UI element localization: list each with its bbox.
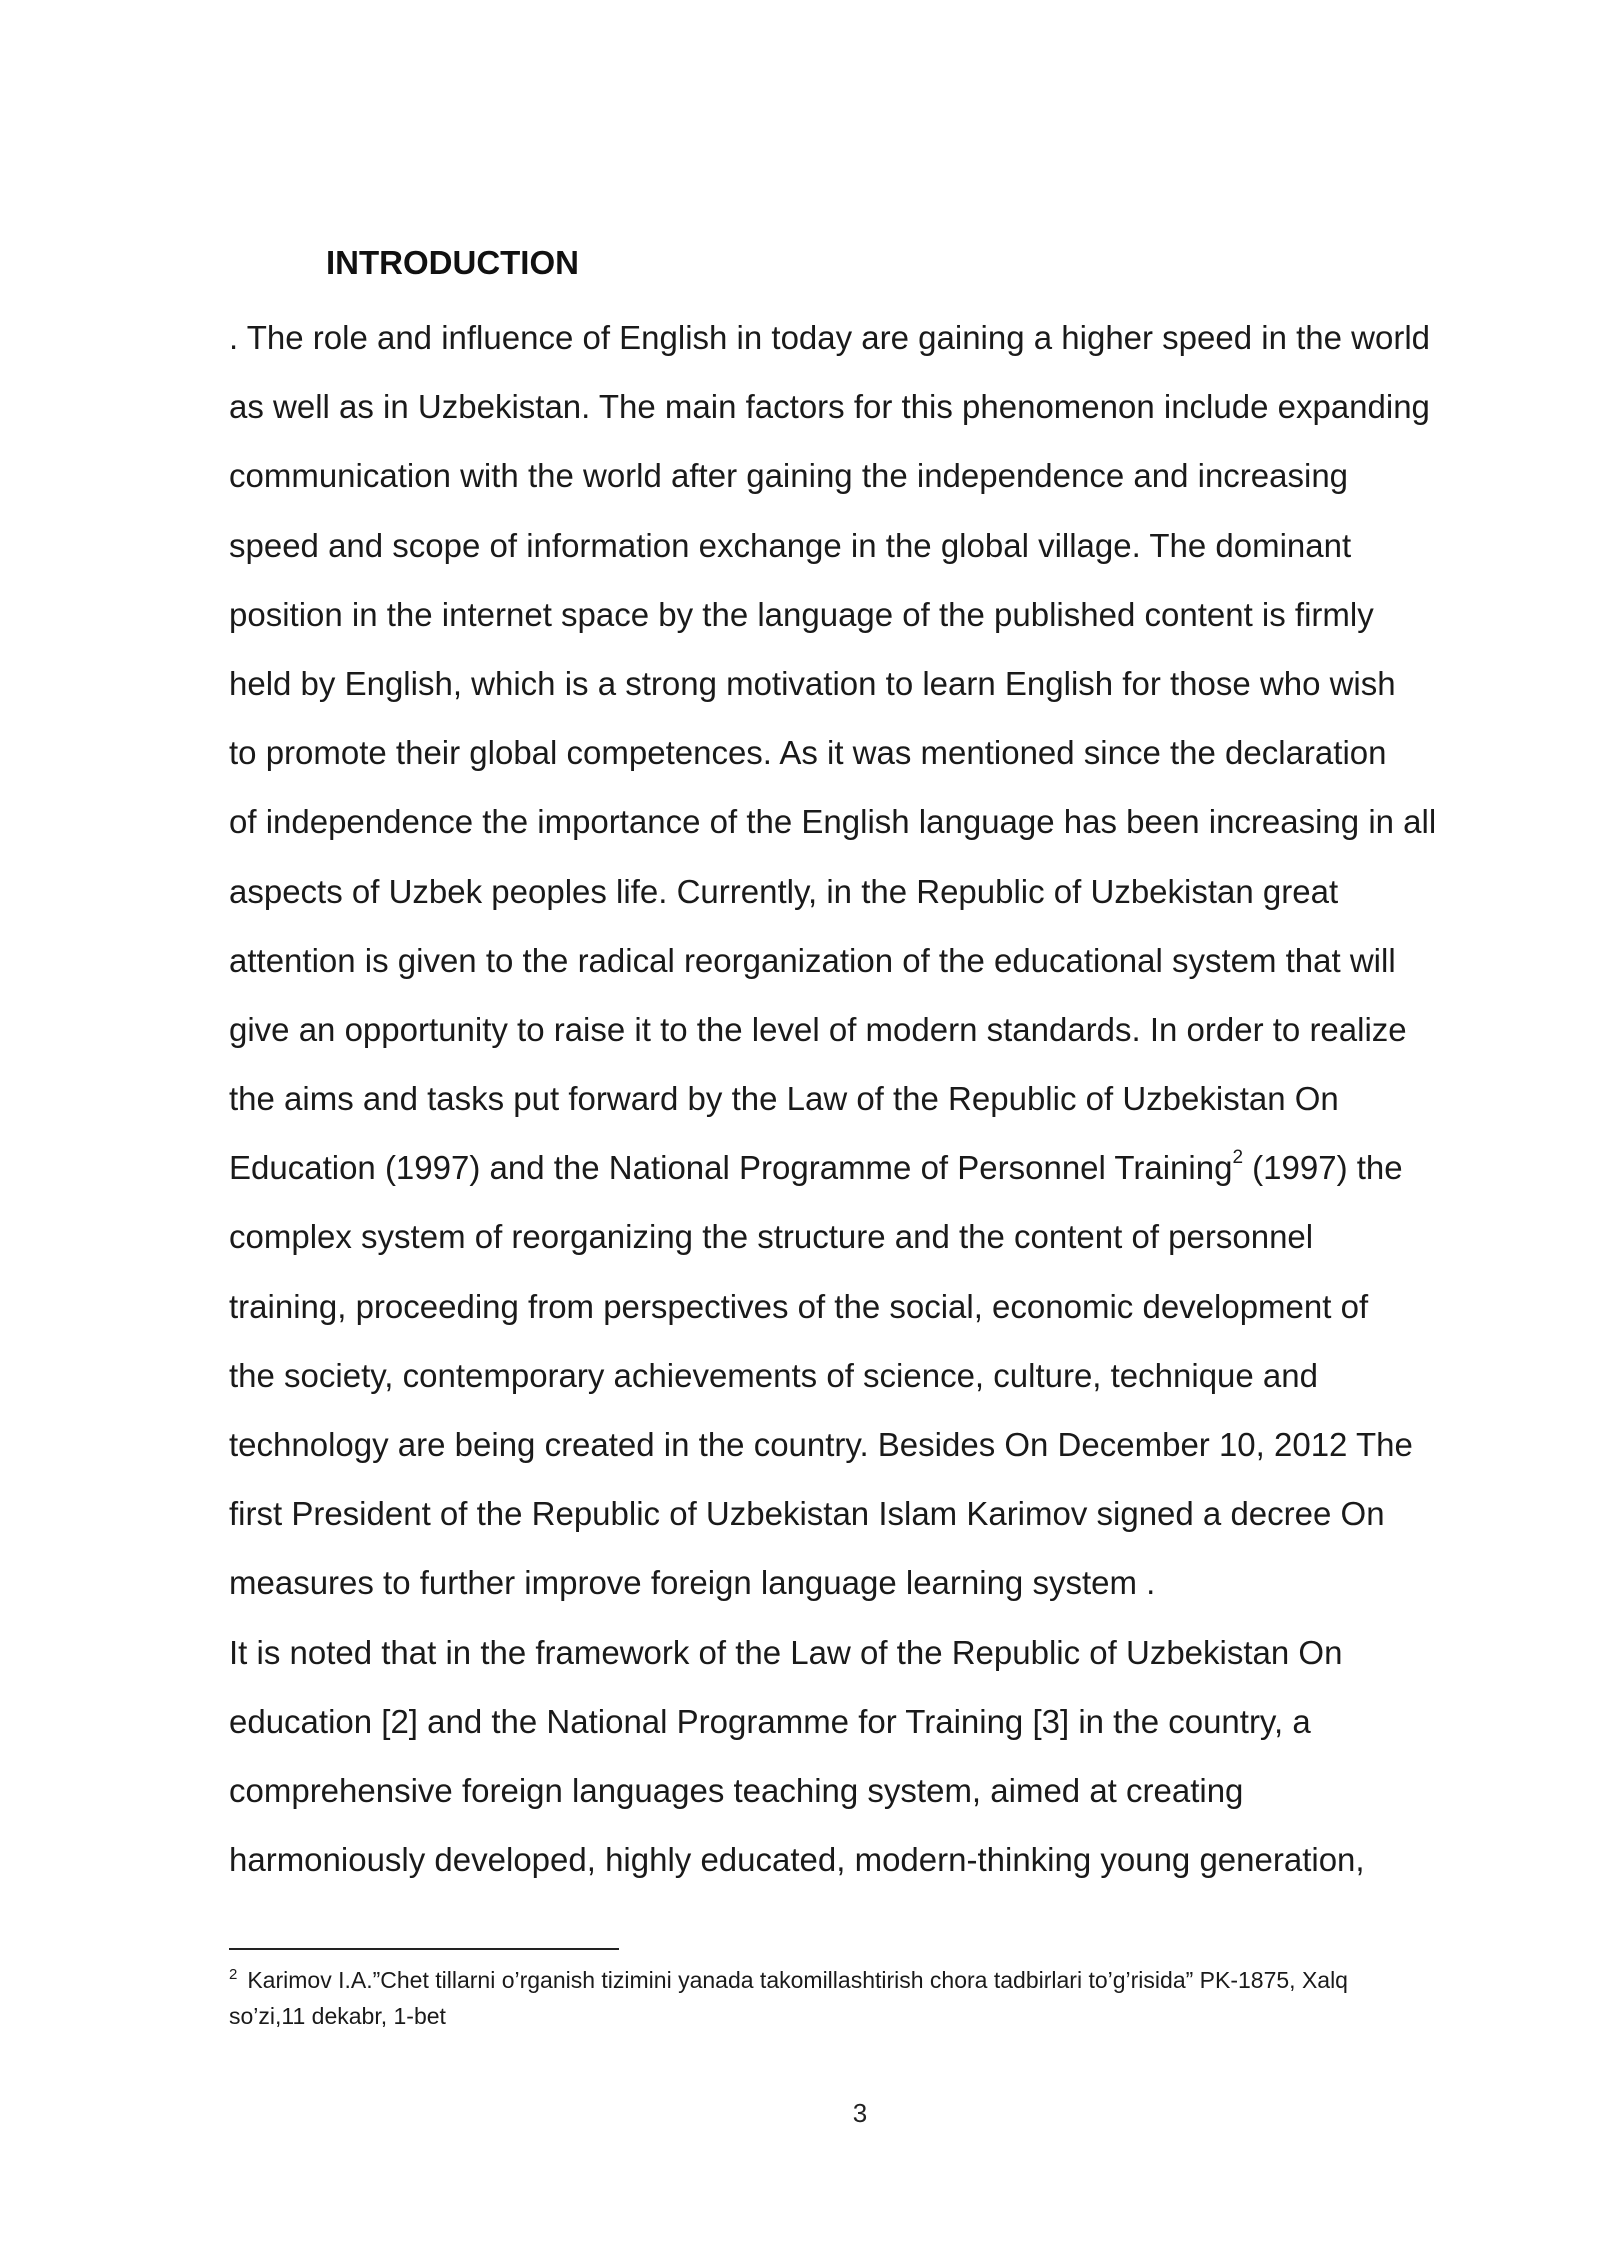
text-line: communication with the world after gaining the independence and increasing	[229, 457, 1349, 495]
text-line: It is noted that in the framework of the Law of the Republic of Uzbekistan On	[229, 1633, 1343, 1671]
text-line: harmoniously developed, highly educated, modern-thinking young generation,	[229, 1841, 1365, 1879]
text-line: first President of the Republic of Uzbekistan Islam Karimov signed a decree On	[229, 1495, 1385, 1533]
text-line: technology are being created in the country. Besides On December 10, 2012 The	[229, 1426, 1413, 1463]
text-line: . The role and influence of English in today are gaining a higher speed in the world	[229, 319, 1431, 356]
body-paragraph	[229, 303, 1499, 1894]
text-segment: Education (1997) and the National Programme of Personnel Training	[229, 1149, 1233, 1187]
text-segment: (1997) the	[1243, 1149, 1403, 1187]
text-line: measures to further improve foreign language learning system .	[229, 1564, 1156, 1602]
text-line-with-footnote-ref	[229, 1133, 1499, 1202]
section-heading: INTRODUCTION	[326, 244, 579, 281]
page-number: 3	[852, 2098, 868, 2128]
footnote-mark: 2	[229, 1966, 238, 1983]
text-line: of independence the importance of the English language has been increasing in all	[229, 803, 1437, 841]
footnote	[229, 1964, 1479, 2032]
text-line: the society, contemporary achievements of science, culture, technique and	[229, 1356, 1318, 1394]
text-line: to promote their global competences. As it was mentioned since the declaration	[229, 734, 1387, 772]
text-line: give an opportunity to raise it to the level of modern standards. In order to realize	[229, 1010, 1407, 1048]
footnote-line	[229, 1964, 1479, 2000]
text-line: position in the internet space by the language of the published content is firmly	[229, 595, 1374, 633]
text-line: speed and scope of information exchange in the global village. The dominant	[229, 526, 1352, 564]
footnote-reference[interactable]: 2	[1232, 1147, 1244, 1169]
text-line: training, proceeding from perspectives of the social, economic development of	[229, 1287, 1369, 1325]
text-line: attention is given to the radical reorganization of the educational system that will	[229, 941, 1396, 979]
text-line: comprehensive foreign languages teaching system, aimed at creating	[229, 1771, 1244, 1809]
text-line: the aims and tasks put forward by the Law of the Republic of Uzbekistan On	[229, 1080, 1339, 1118]
footnote-separator	[229, 1948, 619, 1950]
text-line: as well as in Uzbekistan. The main factors for this phenomenon include expanding	[229, 388, 1430, 426]
text-line: held by English, which is a strong motivation to learn English for those who wish	[229, 664, 1396, 702]
footnote-line: so’zi,11 dekabr, 1-bet	[229, 2003, 446, 2029]
footnote-text: Karimov I.A.”Chet tillarni o’rganish tizimini yanada takomillashtirish chora tadbirlari to’g’risida” PK-1875, Xalq	[247, 1967, 1348, 1993]
text-line: aspects of Uzbek peoples life. Currently, in the Republic of Uzbekistan great	[229, 872, 1339, 910]
text-line: complex system of reorganizing the structure and the content of personnel	[229, 1218, 1314, 1256]
text-line: education [2] and the National Programme for Training [3] in the country, a	[229, 1702, 1311, 1740]
